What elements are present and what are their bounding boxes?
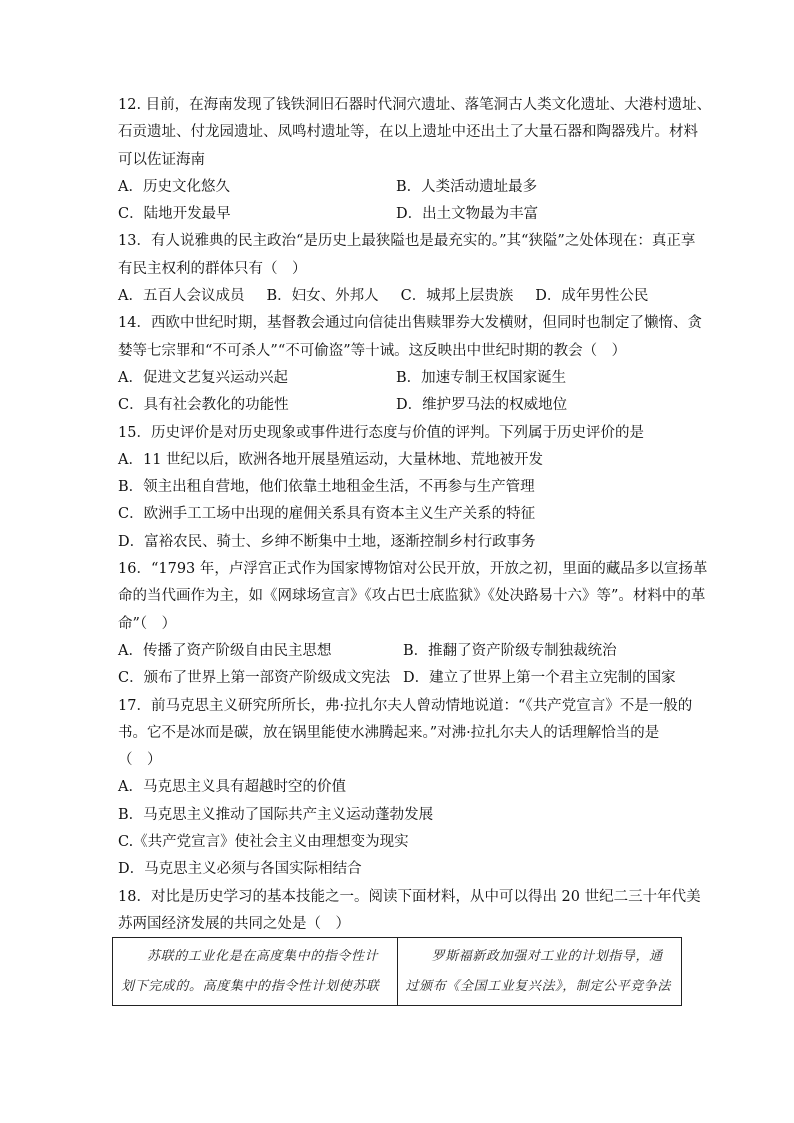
question-stem-line: 有民主权利的群体只有（ ） [118,260,307,277]
option-c: C．欧洲手工工场中出现的雇佣关系具有资本主义生产关系的特征 [118,506,536,523]
option-c: C．陆地开发最早 [118,206,231,223]
option-d: D．出土文物最为丰富 [396,206,539,223]
question-stem-line: 12. 目前，在海南发现了钱铁洞旧石器时代洞穴遗址、落笔洞古人类文化遗址、大港村遗址、 [118,97,712,113]
option-c: C.《共产党宣言》使社会主义由理想变为现实 [118,834,409,851]
question-stem-line: 16．“1793 年，卢浮宫正式作为国家博物馆对公民开放，开放之初，里面的藏品多以宣扬革 [118,561,708,578]
option-a: A．五百人会议成员 [118,288,245,305]
option-a: A．马克思主义具有超越时空的价值 [118,779,346,796]
option-d: D．建立了世界上第一个君主立宪制的国家 [403,670,676,687]
question-stem-line: 14．西欧中世纪时期，基督教会通过向信徒出售赎罪券大发横财，但同时也制定了懒惰、贪 [118,315,702,332]
question-stem-line: 婪等七宗罪和“不可杀人”“不可偷盗”等十诫。这反映出中世纪时期的教会（ ） [118,342,627,359]
question-16 [118,556,708,692]
material-cell-ussr [113,938,397,1005]
option-b: B．加速专制王权国家诞生 [396,369,567,386]
question-stem-line: 苏两国经济发展的共同之处是（ ） [118,915,350,932]
question-stem-line: 18．对比是历史学习的基本技能之一。阅读下面材料，从中可以得出 20 世纪二三十年代美 [118,888,701,905]
option-d: D．成年男性公民 [535,288,649,305]
option-b: B．领主出租自营地，他们依靠土地租金生活，不再参与生产管理 [118,479,535,496]
question-14 [118,310,702,419]
question-stem-line: 17．前马克思主义研究所所长，弗·拉扎尔夫人曾动情地说道：“《共产党宣言》不是一般的 [118,697,693,714]
material-line: 划下完成的。高度集中的指令性计划使苏联 [121,979,380,994]
material-line: 苏联的工业化是在高度集中的指令性计 [147,949,379,964]
option-a: A．11 世纪以后，欧洲各地开展垦殖运动，大量林地、荒地被开发 [118,451,544,468]
question-stem-line: 命的当代画作为主，如《网球场宣言》《攻占巴士底监狱》《处决路易十六》等”。材料中的革 [118,588,706,605]
question-17 [118,693,693,884]
option-c: C．具有社会教化的功能性 [118,397,289,414]
question-12 [118,92,712,228]
option-b: B．推翻了资产阶级专制独裁统治 [403,642,617,659]
material-line: 罗斯福新政加强对工业的计划指导，通 [431,949,663,964]
material-cell-usa [397,938,682,1005]
option-d: D．马克思主义必须与各国实际相结合 [118,861,362,878]
question-13 [118,228,696,310]
question-stem-line: 15．历史评价是对历史现象或事件进行态度与价值的评判。下列属于历史评价的是 [118,424,644,441]
question-stem-line: 命”（ ） [118,615,177,632]
option-c: C．城邦上层贵族 [400,288,514,305]
option-a: A．促进文艺复兴运动兴起 [118,369,288,386]
question-stem-line: （ ） [118,752,162,769]
option-d: D．富裕农民、骑士、乡绅不断集中土地，逐渐控制乡村行政事务 [118,533,536,550]
question-stem-line: 13．有人说雅典的民主政治“是历史上最狭隘也是最充实的。”其“狭隘”之处体现在：真正享 [118,233,696,250]
question-15 [118,420,684,556]
question-stem-line: 石贡遗址、付龙园遗址、凤鸣村遗址等，在以上遗址中还出土了大量石器和陶器残片。材料 [118,124,698,141]
exam-page [118,92,712,938]
material-line: 过颁布《全国工业复兴法》，制定公平竞争法 [405,979,672,994]
question-stem-line: 可以佐证海南 [118,151,205,168]
option-b: B．马克思主义推动了国际共产主义运动蓬勃发展 [118,806,434,823]
question-stem-line: 书。它不是冰而是碳，放在锅里能使水沸腾起来。”对沸·拉扎尔夫人的话理解恰当的是 [118,724,660,741]
option-a: A．历史文化悠久 [118,178,230,195]
option-b: B．妇女、外邦人 [266,288,379,305]
option-d: D．维护罗马法的权威地位 [396,397,568,414]
option-b: B．人类活动遗址最多 [396,178,538,195]
question-18 [118,884,701,939]
option-a: A．传播了资产阶级自由民主思想 [118,642,332,659]
material-table [112,937,682,1006]
option-c: C．颁布了世界上第一部资产阶级成文宪法 [118,670,391,687]
